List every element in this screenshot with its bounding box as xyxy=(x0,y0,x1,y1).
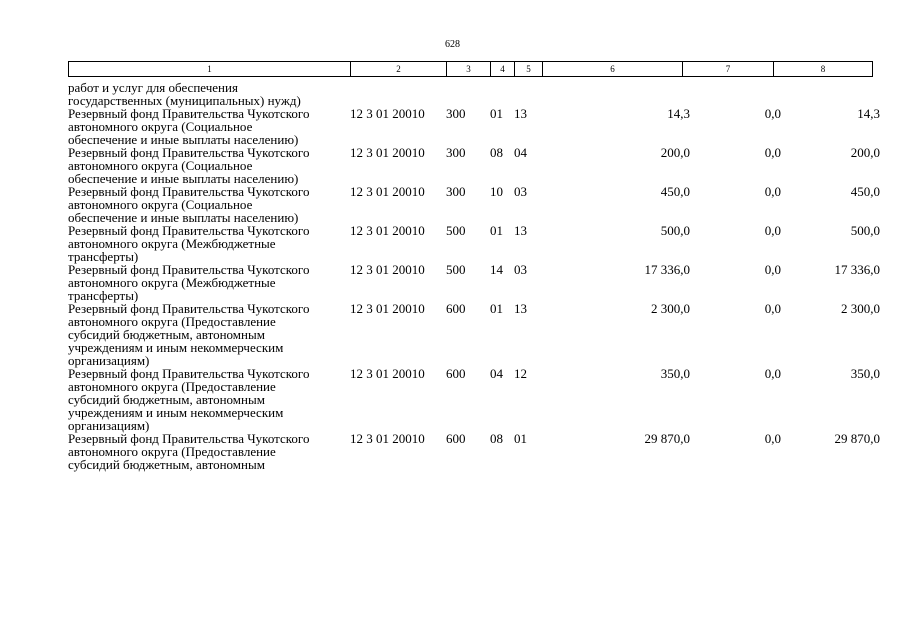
row-rz-cell: 14 xyxy=(490,262,503,277)
row-pr-cell: 04 xyxy=(514,145,527,160)
row-value-1-cell: 29 870,0 xyxy=(644,431,690,446)
row-value-2-cell: 0,0 xyxy=(764,366,781,381)
row-name-cell: Резервный фонд Правительства Чукотского автономного округа (Социальное обеспечение и иные выплаты населению) xyxy=(68,184,310,225)
row-value-3-cell: 450,0 xyxy=(850,184,880,199)
column-header-6: 6 xyxy=(543,62,683,77)
row-rz-cell: 08 xyxy=(490,145,503,160)
row-name-cell: Резервный фонд Правительства Чукотского автономного округа (Межбюджетные трансферты) xyxy=(68,262,310,303)
row-vr-cell: 600 xyxy=(446,301,466,316)
column-header-3: 3 xyxy=(447,62,491,77)
row-code-cell: 12 3 01 20010 xyxy=(350,223,425,238)
row-vr-cell: 300 xyxy=(446,106,466,121)
row-pr-cell: 13 xyxy=(514,223,527,238)
table-row xyxy=(68,367,880,432)
row-code-cell: 12 3 01 20010 xyxy=(350,262,425,277)
table-row xyxy=(68,185,880,224)
row-value-3-cell: 500,0 xyxy=(850,223,880,238)
table-row xyxy=(68,146,880,185)
row-value-2-cell: 0,0 xyxy=(764,145,781,160)
row-code-cell: 12 3 01 20010 xyxy=(350,145,425,160)
row-rz-cell: 10 xyxy=(490,184,503,199)
row-value-1-cell: 14,3 xyxy=(667,106,690,121)
page-number: 628 xyxy=(445,39,460,50)
row-value-2-cell: 0,0 xyxy=(764,301,781,316)
row-rz-cell: 01 xyxy=(490,223,503,238)
row-name-cell: Резервный фонд Правительства Чукотского автономного округа (Социальное обеспечение и иные выплаты населению) xyxy=(68,106,310,147)
row-name-cell: Резервный фонд Правительства Чукотского автономного округа (Предоставление субсидий бюджетным, автономным xyxy=(68,431,310,472)
row-vr-cell: 500 xyxy=(446,262,466,277)
row-value-3-cell: 2 300,0 xyxy=(841,301,880,316)
column-header-8: 8 xyxy=(774,62,873,77)
table-row xyxy=(68,302,880,367)
row-value-2-cell: 0,0 xyxy=(764,431,781,446)
row-value-1-cell: 500,0 xyxy=(660,223,690,238)
row-rz-cell: 01 xyxy=(490,301,503,316)
row-value-2-cell: 0,0 xyxy=(764,262,781,277)
row-pr-cell: 03 xyxy=(514,184,527,199)
row-value-1-cell: 2 300,0 xyxy=(651,301,690,316)
row-vr-cell: 600 xyxy=(446,366,466,381)
column-header-1: 1 xyxy=(69,62,351,77)
column-header-7: 7 xyxy=(683,62,774,77)
row-vr-cell: 300 xyxy=(446,145,466,160)
row-vr-cell: 500 xyxy=(446,223,466,238)
row-name-cell: Резервный фонд Правительства Чукотского автономного округа (Предоставление субсидий бюджетным, автономным учреждениям и иным некоммерческим организациям) xyxy=(68,301,310,368)
row-value-1-cell: 450,0 xyxy=(660,184,690,199)
row-value-1-cell: 17 336,0 xyxy=(644,262,690,277)
row-value-3-cell: 14,3 xyxy=(857,106,880,121)
row-pr-cell: 03 xyxy=(514,262,527,277)
column-header-2: 2 xyxy=(351,62,447,77)
table-row xyxy=(68,263,880,302)
row-rz-cell: 04 xyxy=(490,366,503,381)
table-row xyxy=(68,107,880,146)
continuation-text: работ и услуг для обеспечения государственных (муниципальных) нужд) xyxy=(68,80,301,108)
row-value-2-cell: 0,0 xyxy=(764,184,781,199)
row-vr-cell: 300 xyxy=(446,184,466,199)
column-header-5: 5 xyxy=(515,62,543,77)
row-value-2-cell: 0,0 xyxy=(764,106,781,121)
column-header-table xyxy=(68,61,873,77)
budget-table xyxy=(68,81,880,471)
row-name-cell: Резервный фонд Правительства Чукотского автономного округа (Межбюджетные трансферты) xyxy=(68,223,310,264)
row-name-cell: Резервный фонд Правительства Чукотского автономного округа (Предоставление субсидий бюджетным, автономным учреждениям и иным некоммерческим организациям) xyxy=(68,366,310,433)
row-value-2-cell: 0,0 xyxy=(764,223,781,238)
row-code-cell: 12 3 01 20010 xyxy=(350,431,425,446)
row-rz-cell: 01 xyxy=(490,106,503,121)
row-rz-cell: 08 xyxy=(490,431,503,446)
row-value-1-cell: 200,0 xyxy=(660,145,690,160)
row-vr-cell: 600 xyxy=(446,431,466,446)
table-row xyxy=(68,224,880,263)
table-row xyxy=(68,432,880,471)
row-value-3-cell: 29 870,0 xyxy=(834,431,880,446)
row-pr-cell: 13 xyxy=(514,301,527,316)
row-value-1-cell: 350,0 xyxy=(660,366,690,381)
continuation-row xyxy=(68,81,880,107)
row-pr-cell: 01 xyxy=(514,431,527,446)
row-code-cell: 12 3 01 20010 xyxy=(350,366,425,381)
column-header-4: 4 xyxy=(491,62,515,77)
row-pr-cell: 13 xyxy=(514,106,527,121)
row-pr-cell: 12 xyxy=(514,366,527,381)
row-value-3-cell: 17 336,0 xyxy=(834,262,880,277)
row-code-cell: 12 3 01 20010 xyxy=(350,106,425,121)
row-value-3-cell: 200,0 xyxy=(850,145,880,160)
row-name-cell: Резервный фонд Правительства Чукотского автономного округа (Социальное обеспечение и иные выплаты населению) xyxy=(68,145,310,186)
column-header-row xyxy=(69,62,873,77)
row-value-3-cell: 350,0 xyxy=(850,366,880,381)
row-code-cell: 12 3 01 20010 xyxy=(350,301,425,316)
row-code-cell: 12 3 01 20010 xyxy=(350,184,425,199)
